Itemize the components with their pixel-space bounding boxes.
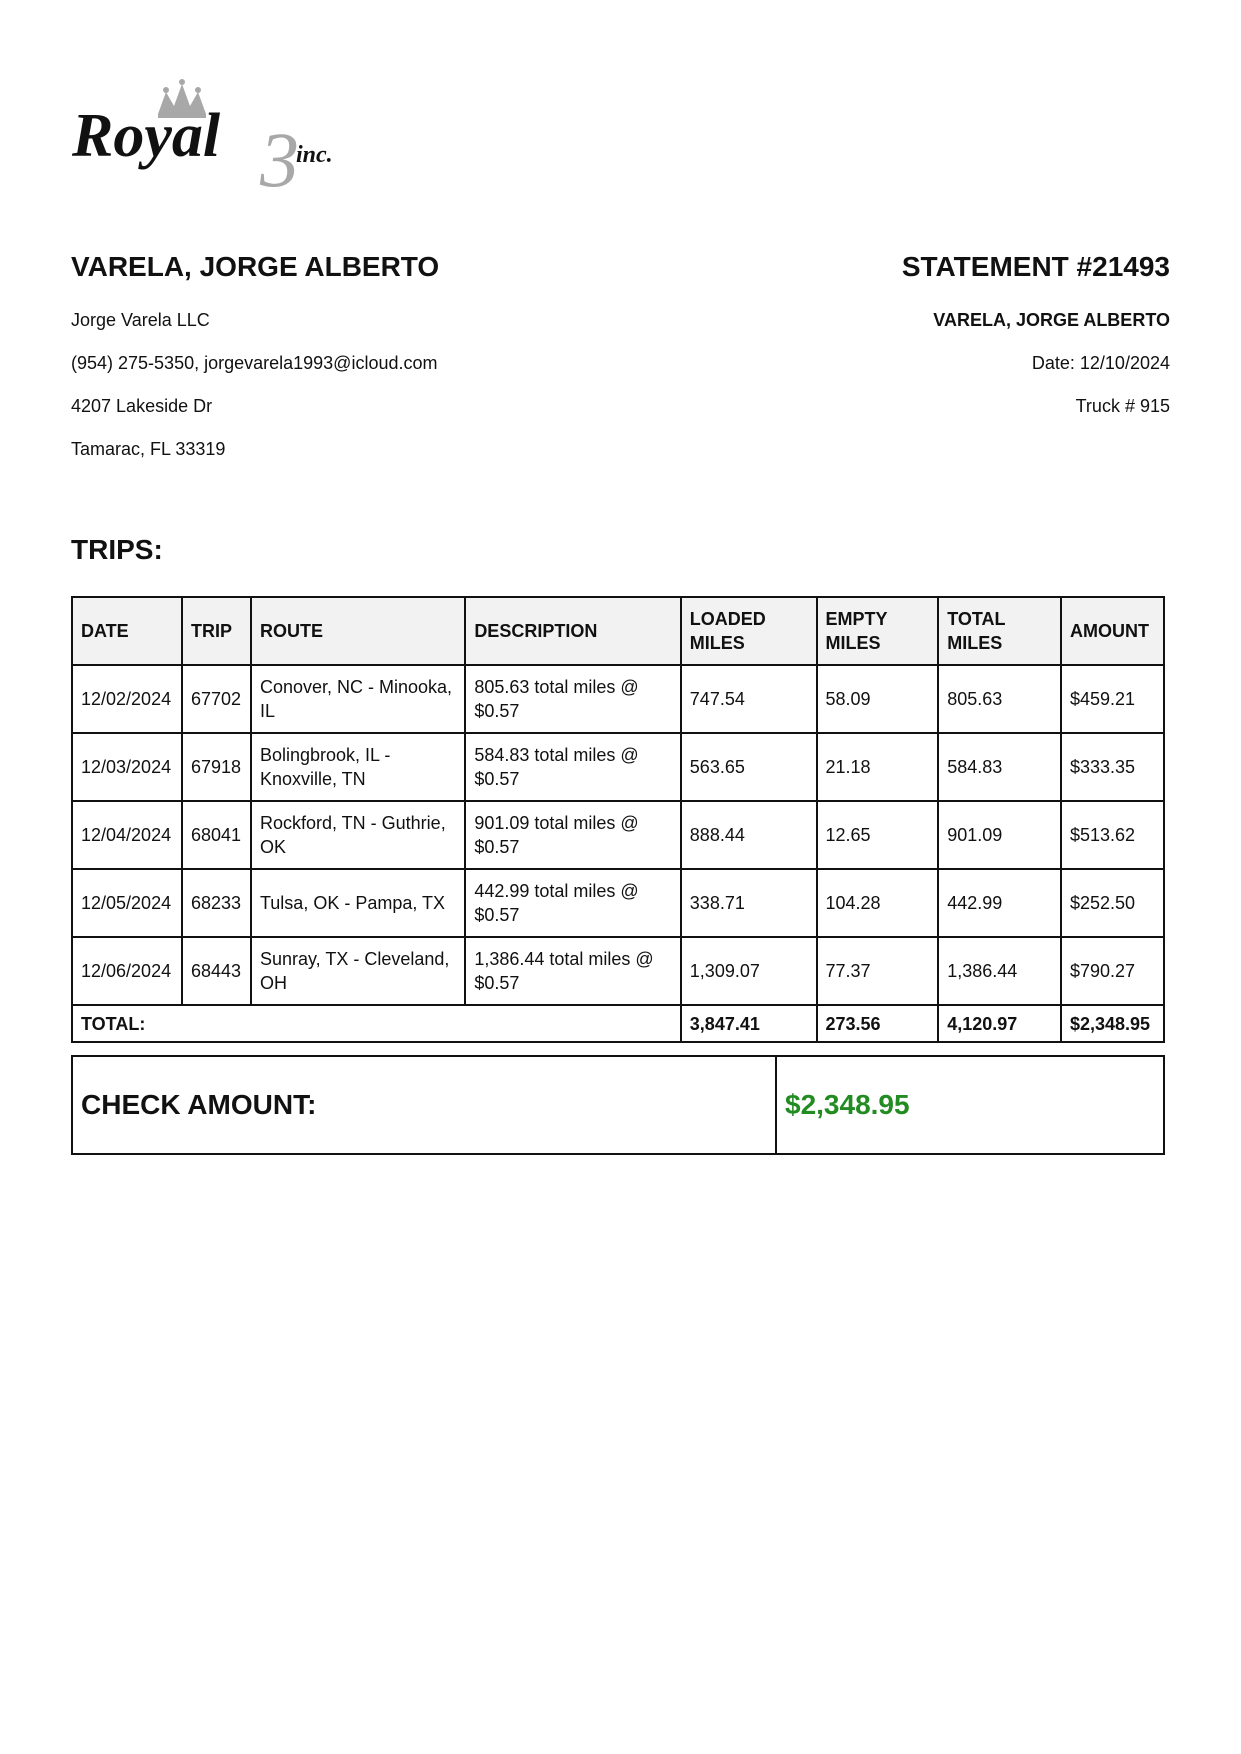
cell-date: 12/05/2024: [72, 869, 182, 937]
total-empty-miles: 273.56: [817, 1005, 939, 1042]
cell-trip: 68443: [182, 937, 251, 1005]
table-row: [72, 801, 1164, 869]
cell-amount: $333.35: [1061, 733, 1164, 801]
svg-text:3: 3: [260, 116, 299, 200]
cell-description: 442.99 total miles @ $0.57: [465, 869, 680, 937]
cell-amount: $513.62: [1061, 801, 1164, 869]
cell-date: 12/04/2024: [72, 801, 182, 869]
table-total-row: [72, 1005, 1164, 1042]
cell-trip: 68041: [182, 801, 251, 869]
cell-date: 12/02/2024: [72, 665, 182, 733]
check-amount-label: CHECK AMOUNT:: [73, 1057, 777, 1153]
header-date: DATE: [72, 597, 182, 665]
cell-loaded-miles: 747.54: [681, 665, 817, 733]
cell-trip: 67702: [182, 665, 251, 733]
cell-description: 584.83 total miles @ $0.57: [465, 733, 680, 801]
statement-truck: Truck # 915: [1075, 396, 1170, 416]
driver-address-line2: Tamarac, FL 33319: [71, 439, 226, 459]
cell-loaded-miles: 338.71: [681, 869, 817, 937]
statement-name: VARELA, JORGE ALBERTO: [933, 310, 1170, 330]
header-description: DESCRIPTION: [465, 597, 680, 665]
header-route: ROUTE: [251, 597, 465, 665]
header-trip: TRIP: [182, 597, 251, 665]
driver-contact: (954) 275-5350, jorgevarela1993@icloud.com: [71, 353, 438, 373]
royal-3-logo-graphic: [70, 74, 390, 200]
check-amount-value: $2,348.95: [785, 1089, 910, 1120]
driver-company: Jorge Varela LLC: [71, 310, 210, 330]
cell-route: Tulsa, OK - Pampa, TX: [251, 869, 465, 937]
cell-total-miles: 1,386.44: [938, 937, 1061, 1005]
cell-trip: 67918: [182, 733, 251, 801]
statement-title: STATEMENT #21493: [901, 251, 1170, 282]
cell-loaded-miles: 563.65: [681, 733, 817, 801]
cell-description: 805.63 total miles @ $0.57: [465, 665, 680, 733]
cell-route: Conover, NC - Minooka, IL: [251, 665, 465, 733]
total-label: TOTAL:: [72, 1005, 681, 1042]
table-row: [72, 733, 1164, 801]
cell-empty-miles: 104.28: [817, 869, 939, 937]
total-loaded-miles: 3,847.41: [681, 1005, 817, 1042]
cell-description: 901.09 total miles @ $0.57: [465, 801, 680, 869]
cell-amount: $252.50: [1061, 869, 1164, 937]
cell-loaded-miles: 888.44: [681, 801, 817, 869]
cell-trip: 68233: [182, 869, 251, 937]
cell-empty-miles: 12.65: [817, 801, 939, 869]
header-total-miles: TOTAL MILES: [938, 597, 1061, 665]
cell-description: 1,386.44 total miles @ $0.57: [465, 937, 680, 1005]
cell-loaded-miles: 1,309.07: [681, 937, 817, 1005]
trips-heading: TRIPS:: [71, 534, 163, 565]
header-empty-miles: EMPTY MILES: [817, 597, 939, 665]
svg-text:Royal: Royal: [72, 102, 221, 170]
cell-total-miles: 442.99: [938, 869, 1061, 937]
svg-text:inc.: inc.: [296, 142, 333, 168]
cell-amount: $459.21: [1061, 665, 1164, 733]
cell-total-miles: 805.63: [938, 665, 1061, 733]
trips-table: [71, 596, 1165, 1043]
cell-empty-miles: 58.09: [817, 665, 939, 733]
driver-address-line1: 4207 Lakeside Dr: [71, 396, 213, 416]
header-amount: AMOUNT: [1061, 597, 1164, 665]
table-header-row: [72, 597, 1164, 665]
check-amount-box: [71, 1055, 1165, 1155]
cell-total-miles: 584.83: [938, 733, 1061, 801]
cell-date: 12/06/2024: [72, 937, 182, 1005]
cell-date: 12/03/2024: [72, 733, 182, 801]
company-logo: [70, 74, 390, 200]
cell-empty-miles: 21.18: [817, 733, 939, 801]
cell-amount: $790.27: [1061, 937, 1164, 1005]
driver-info: [71, 247, 439, 460]
cell-route: Bolingbrook, IL - Knoxville, TN: [251, 733, 465, 801]
statement-date: Date: 12/10/2024: [1031, 353, 1170, 373]
cell-route: Sunray, TX - Cleveland, OH: [251, 937, 465, 1005]
table-row: [72, 937, 1164, 1005]
table-row: [72, 665, 1164, 733]
cell-total-miles: 901.09: [938, 801, 1061, 869]
driver-name: VARELA, JORGE ALBERTO: [71, 251, 440, 282]
table-row: [72, 869, 1164, 937]
cell-empty-miles: 77.37: [817, 937, 939, 1005]
header-loaded-miles: LOADED MILES: [681, 597, 817, 665]
statement-info: [902, 247, 1170, 417]
cell-route: Rockford, TN - Guthrie, OK: [251, 801, 465, 869]
total-amount: $2,348.95: [1061, 1005, 1164, 1042]
total-total-miles: 4,120.97: [938, 1005, 1061, 1042]
